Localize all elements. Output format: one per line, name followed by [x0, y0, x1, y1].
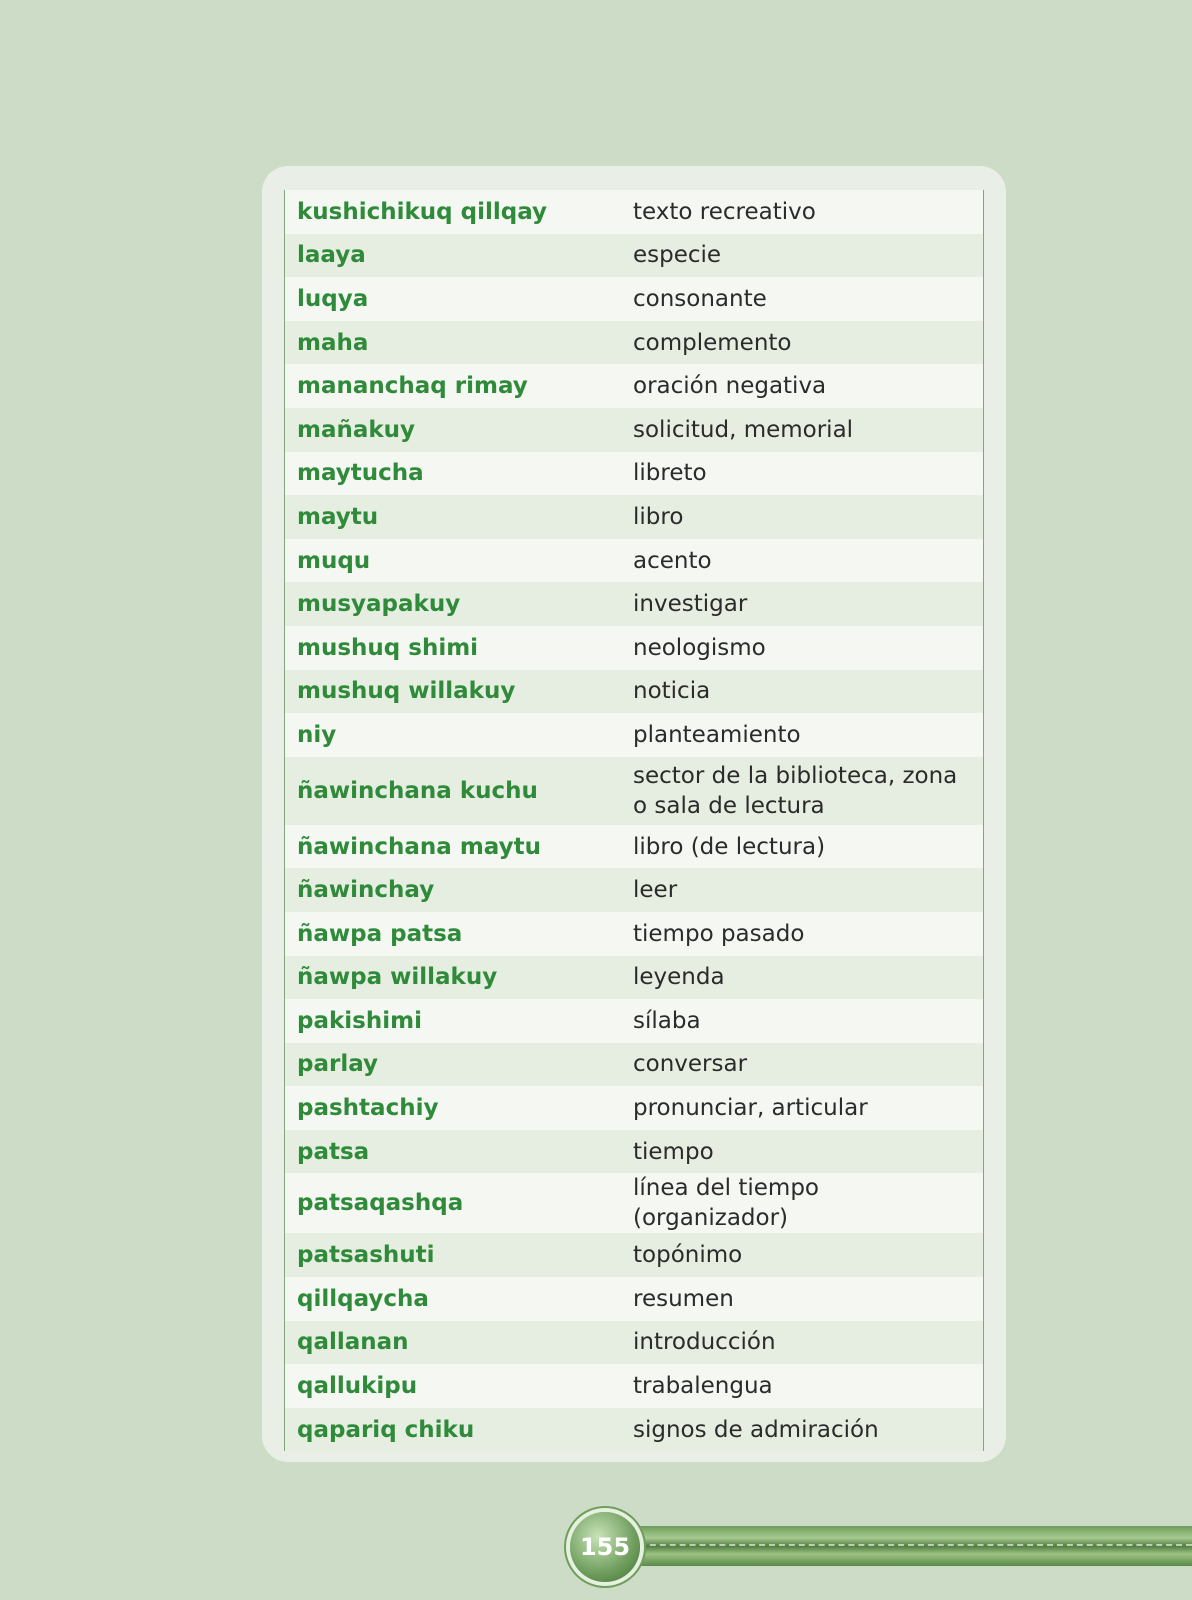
glossary-row: [285, 408, 983, 452]
glossary-meaning: leer: [633, 877, 678, 904]
glossary-term: patsa: [297, 1138, 370, 1165]
glossary-row: [285, 868, 983, 912]
glossary-meaning: introducción: [633, 1329, 776, 1356]
glossary-term: qallukipu: [297, 1373, 418, 1400]
glossary-meaning: libro: [633, 503, 684, 530]
glossary-term: kushichikuq qillqay: [297, 198, 548, 225]
glossary-meaning: especie: [633, 242, 722, 269]
glossary-row: [285, 626, 983, 670]
glossary-term: pashtachiy: [297, 1095, 439, 1122]
glossary-meaning: investigar: [633, 591, 748, 618]
glossary-term: luqya: [297, 285, 369, 312]
glossary-meaning: texto recreativo: [633, 198, 816, 225]
glossary-row: [285, 321, 983, 365]
glossary-meaning: libreto: [633, 460, 707, 487]
glossary-row: [285, 495, 983, 539]
glossary-meaning: sector de la biblioteca, zona o sala de lectura: [633, 762, 958, 819]
glossary-term: parlay: [297, 1051, 379, 1078]
glossary-meaning: tiempo pasado: [633, 920, 805, 947]
glossary-meaning: solicitud, memorial: [633, 416, 854, 443]
page-number: 155: [579, 1533, 631, 1561]
glossary-row: [285, 364, 983, 408]
glossary-term: ñawpa willakuy: [297, 964, 498, 991]
glossary-row: [285, 999, 983, 1043]
glossary-term: pakishimi: [297, 1007, 422, 1034]
glossary-meaning: línea del tiempo (organizador): [633, 1175, 819, 1232]
glossary-term: mañakuy: [297, 416, 416, 443]
glossary-meaning: complemento: [633, 329, 792, 356]
glossary-term: mananchaq rimay: [297, 373, 528, 400]
glossary-meaning: topónimo: [633, 1242, 743, 1269]
glossary-meaning: conversar: [633, 1051, 748, 1078]
glossary-term: maha: [297, 329, 369, 356]
glossary-term: mushuq willakuy: [297, 678, 516, 705]
glossary-term: musyapakuy: [297, 591, 461, 618]
glossary-meaning: libro (de lectura): [633, 833, 826, 860]
glossary-row: [285, 757, 983, 825]
glossary-meaning: resumen: [633, 1285, 734, 1312]
glossary-row: [285, 234, 983, 278]
glossary-row: [285, 1130, 983, 1174]
glossary-term: qapariq chiku: [297, 1416, 475, 1443]
glossary-meaning: acento: [633, 547, 712, 574]
footer-decorative-bar: [620, 1526, 1192, 1566]
glossary-table: [284, 190, 984, 1451]
glossary-term: ñawinchana kuchu: [297, 777, 538, 804]
glossary-term: qillqaycha: [297, 1285, 429, 1312]
glossary-row: [285, 1233, 983, 1277]
glossary-meaning: trabalengua: [633, 1373, 773, 1400]
glossary-term: ñawpa patsa: [297, 920, 463, 947]
glossary-row: [285, 670, 983, 714]
glossary-term: maytu: [297, 503, 379, 530]
glossary-row: [285, 190, 983, 234]
glossary-row: [285, 539, 983, 583]
glossary-meaning: noticia: [633, 678, 711, 705]
glossary-term: patsashuti: [297, 1242, 435, 1269]
glossary-meaning: sílaba: [633, 1007, 701, 1034]
glossary-term: niy: [297, 721, 337, 748]
glossary-term: qallanan: [297, 1329, 409, 1356]
glossary-row: [285, 1321, 983, 1365]
glossary-meaning: planteamiento: [633, 721, 801, 748]
glossary-meaning: oración negativa: [633, 373, 827, 400]
glossary-term: muqu: [297, 547, 371, 574]
glossary-meaning: leyenda: [633, 964, 725, 991]
glossary-row: [285, 1408, 983, 1452]
glossary-meaning: signos de admiración: [633, 1416, 879, 1443]
glossary-row: [285, 1173, 983, 1233]
glossary-term: laaya: [297, 242, 366, 269]
glossary-row: [285, 912, 983, 956]
glossary-row: [285, 1364, 983, 1408]
glossary-row: [285, 1043, 983, 1087]
glossary-row: [285, 1086, 983, 1130]
glossary-row: [285, 713, 983, 757]
glossary-term: ñawinchana maytu: [297, 833, 541, 860]
glossary-meaning: neologismo: [633, 634, 766, 661]
glossary-term: maytucha: [297, 460, 424, 487]
glossary-term: patsaqashqa: [297, 1190, 464, 1217]
glossary-row: [285, 1277, 983, 1321]
glossary-row: [285, 277, 983, 321]
page-number-badge: [570, 1512, 640, 1582]
glossary-row: [285, 825, 983, 869]
glossary-meaning: tiempo: [633, 1138, 714, 1165]
glossary-meaning: consonante: [633, 285, 767, 312]
glossary-row: [285, 452, 983, 496]
glossary-row: [285, 582, 983, 626]
glossary-row: [285, 956, 983, 1000]
glossary-term: mushuq shimi: [297, 634, 479, 661]
glossary-term: ñawinchay: [297, 877, 435, 904]
glossary-meaning: pronunciar, articular: [633, 1095, 868, 1122]
